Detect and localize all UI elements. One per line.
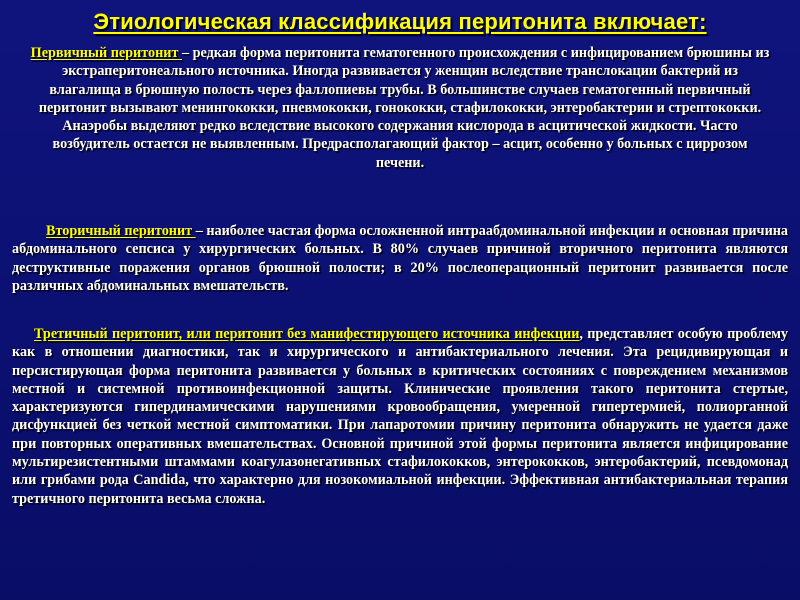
- paragraph-secondary-peritonitis: [12, 222, 788, 295]
- paragraph-tertiary-peritonitis: [12, 325, 788, 508]
- text-tertiary-peritonitis: , представляет особую проблему как в отношении диагностики, так и хирургического и антибактериального лечения. Эта рецидивирующая и персистирующая форма перитонита развивается у больных в критических состояниях с повреждением механизмов местной и системной противоинфекционной защиты. Клинические проявления такого перитонита стертые, характеризуются гипердинамическими нарушениями кровообращения, умеренной гипертермией, полиорганной дисфункцией без четкой местной симптоматики. При лапаротомии причину перитонита обнаружить не удается даже при повторных оперативных вмешательствах. Основной причиной этой формы перитонита является инфицирование мультирезистентными штаммами коагулазонегативных стафилококков, энтерококков, энтеробактерий, псевдомонад или грибами рода Candida, что характерно для нозокомиальной инфекции. Эффективная антибактериальная терапия третичного перитонита весьма сложна.: [12, 326, 788, 507]
- paragraph-primary-peritonitis: [28, 44, 772, 172]
- slide-title: Этиологическая классификация перитонита включает:: [93, 9, 707, 34]
- term-secondary-peritonitis: Вторичный перитонит: [46, 223, 196, 239]
- text-secondary-peritonitis: – наиболее частая форма осложненной интраабдоминальной инфекции и основная причина абдоминального сепсиса у хирургических больных. В 80% случаев причиной вторичного перитонита являются деструктивные поражения органов брюшной полости; в 20% послеоперационный перитонит развивается после различных абдоминальных вмешательств.: [12, 223, 789, 294]
- text-primary-peritonitis: – редкая форма перитонита гематогенного происхождения с инфицированием брюшины из экстраперитонеального источника. Иногда развивается у женщин вследствие транслокации бактерий из влагалища в брюшную полость через фаллопиевы трубы. В большинстве случаев гематогенный первичный перитонит вызывают менингококки, пневмококки, гонококки, стафилококки, энтеробактерии и стрептококки. Анаэробы выделяют редко вследствие высокого содержания кислорода в асцитической жидкости. Часто возбудитель остается не выявленным. Предрасполагающий фактор – асцит, особенно у больных с циррозом печени.: [38, 45, 770, 171]
- term-primary-peritonitis: Первичный перитонит: [30, 45, 182, 61]
- term-tertiary-peritonitis: Третичный перитонит, или перитонит без манифестирующего источника инфекции: [34, 326, 580, 342]
